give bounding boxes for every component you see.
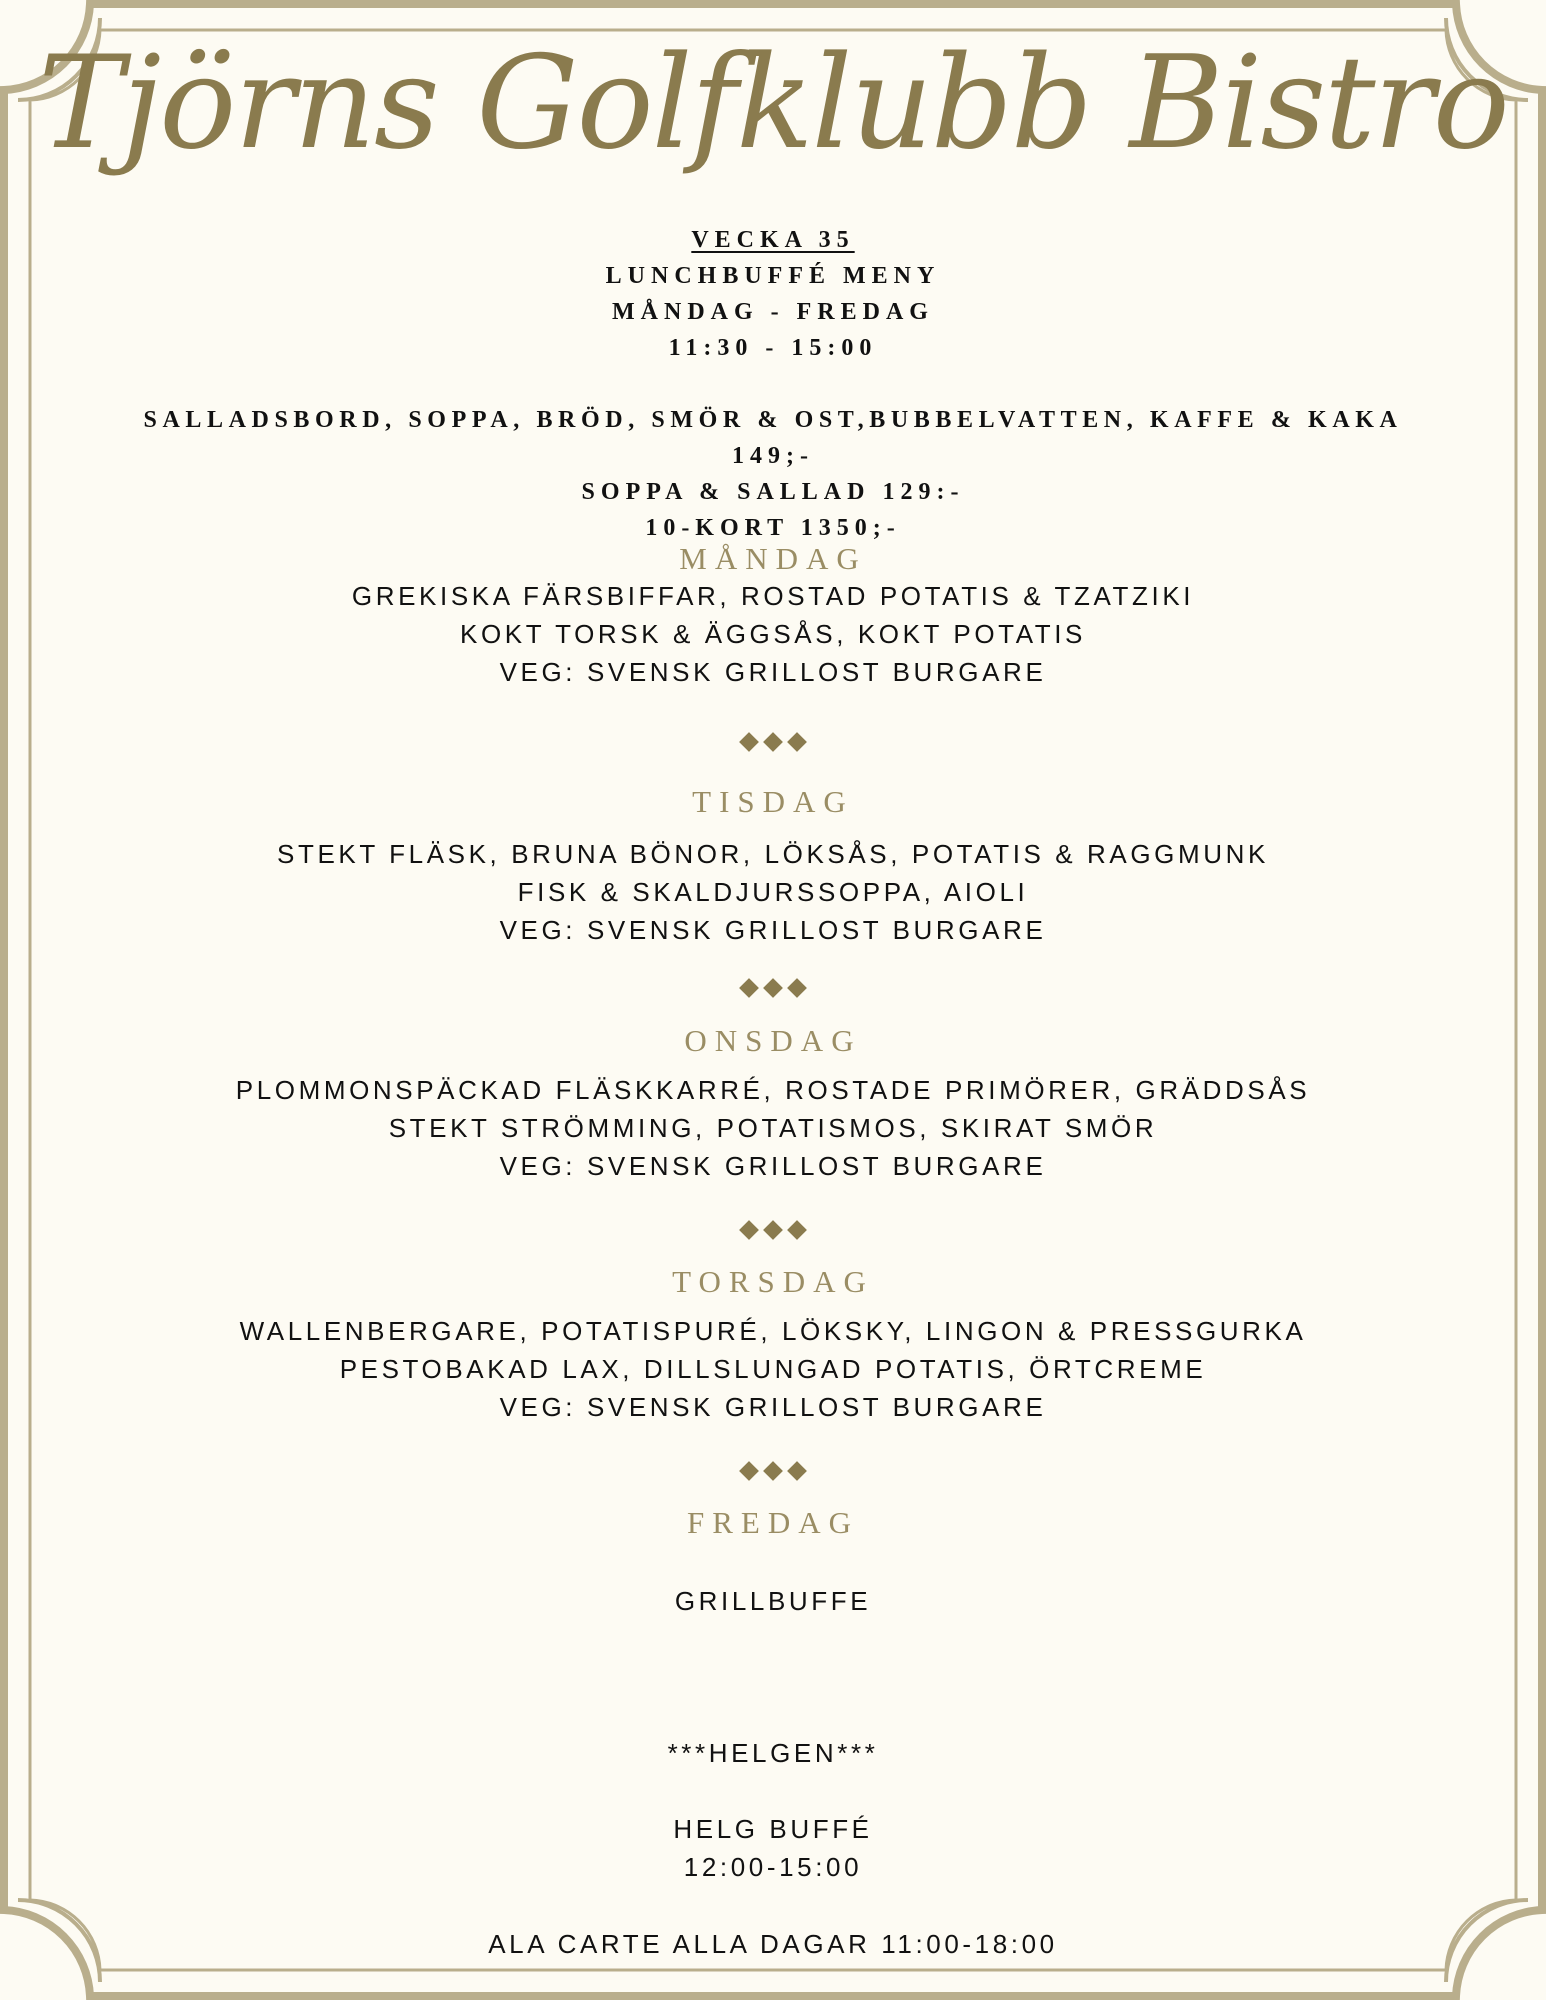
dish-list-thursday	[0, 1312, 1546, 1426]
diamond-icon	[739, 732, 759, 752]
diamond-icon	[739, 1461, 759, 1481]
diamond-icon	[739, 1220, 759, 1240]
diamond-divider	[0, 1459, 1546, 1483]
dish-item: GRILLBUFFE	[674, 1586, 872, 1616]
soup-salad-price: SOPPA & SALLAD 129:-	[581, 479, 965, 505]
diamond-icon	[787, 1461, 807, 1481]
diamond-icon	[763, 978, 783, 998]
diamond-divider	[0, 1218, 1546, 1242]
dish-item: VEG: SVENSK GRILLOST BURGARE	[499, 657, 1047, 687]
days-label: MÅNDAG - FREDAG	[612, 299, 934, 325]
diamond-icon	[787, 978, 807, 998]
dish-item: WALLENBERGARE, POTATISPURÉ, LÖKSKY, LINGON & PRESSGURKA	[239, 1316, 1307, 1346]
dish-item: FISK & SKALDJURSSOPPA, AIOLI	[517, 877, 1029, 907]
week-label: VECKA 35	[691, 227, 855, 253]
dish-list-friday	[0, 1582, 1546, 1620]
day-heading-friday: FREDAG	[686, 1505, 859, 1540]
diamond-icon	[739, 978, 759, 998]
menu-label: LUNCHBUFFÉ MENY	[605, 263, 941, 289]
diamond-icon	[787, 732, 807, 752]
day-heading-tuesday: TISDAG	[692, 784, 854, 819]
dish-item: VEG: SVENSK GRILLOST BURGARE	[499, 915, 1047, 945]
page-title: Tjörns Golfklubb Bistro	[38, 29, 1508, 178]
hours-label: 11:30 - 15:00	[668, 335, 878, 361]
dish-list-tuesday	[0, 835, 1546, 949]
dish-item: STEKT STRÖMMING, POTATISMOS, SKIRAT SMÖR	[388, 1113, 1158, 1143]
offer-line: SALLADSBORD, SOPPA, BRÖD, SMÖR & OST,BUBBELVATTEN, KAFFE & KAKA	[143, 407, 1403, 433]
dish-item: GREKISKA FÄRSBIFFAR, ROSTAD POTATIS & TZATZIKI	[351, 581, 1195, 611]
diamond-divider	[0, 730, 1546, 754]
dish-item: VEG: SVENSK GRILLOST BURGARE	[499, 1392, 1047, 1422]
offer-price: 149;-	[732, 443, 814, 469]
day-heading-thursday: TORSDAG	[672, 1264, 874, 1299]
day-heading-monday: MÅNDAG	[679, 541, 867, 576]
weekend-buffet: HELG BUFFÉ	[673, 1814, 873, 1844]
weekend-buffet-hours: 12:00-15:00	[683, 1852, 863, 1882]
menu-header	[0, 222, 1546, 546]
diamond-icon	[763, 732, 783, 752]
dish-list-monday	[0, 577, 1546, 691]
dish-item: PESTOBAKAD LAX, DILLSLUNGAD POTATIS, ÖRTCREME	[339, 1354, 1207, 1384]
diamond-icon	[763, 1461, 783, 1481]
diamond-divider	[0, 976, 1546, 1000]
day-heading-wednesday: ONSDAG	[684, 1023, 862, 1058]
a-la-carte-hours: ALA CARTE ALLA DAGAR 11:00-18:00	[488, 1929, 1058, 1959]
dish-item: VEG: SVENSK GRILLOST BURGARE	[499, 1151, 1047, 1181]
weekend-heading: ***HELGEN***	[667, 1738, 879, 1768]
diamond-icon	[763, 1220, 783, 1240]
dish-item: PLOMMONSPÄCKAD FLÄSKKARRÉ, ROSTADE PRIMÖRER, GRÄDDSÅS	[235, 1075, 1311, 1105]
diamond-icon	[787, 1220, 807, 1240]
dish-item: STEKT FLÄSK, BRUNA BÖNOR, LÖKSÅS, POTATIS & RAGGMUNK	[277, 839, 1269, 869]
card-price: 10-KORT 1350;-	[645, 515, 901, 541]
dish-item: KOKT TORSK & ÄGGSÅS, KOKT POTATIS	[460, 619, 1086, 649]
dish-list-wednesday	[0, 1071, 1546, 1185]
